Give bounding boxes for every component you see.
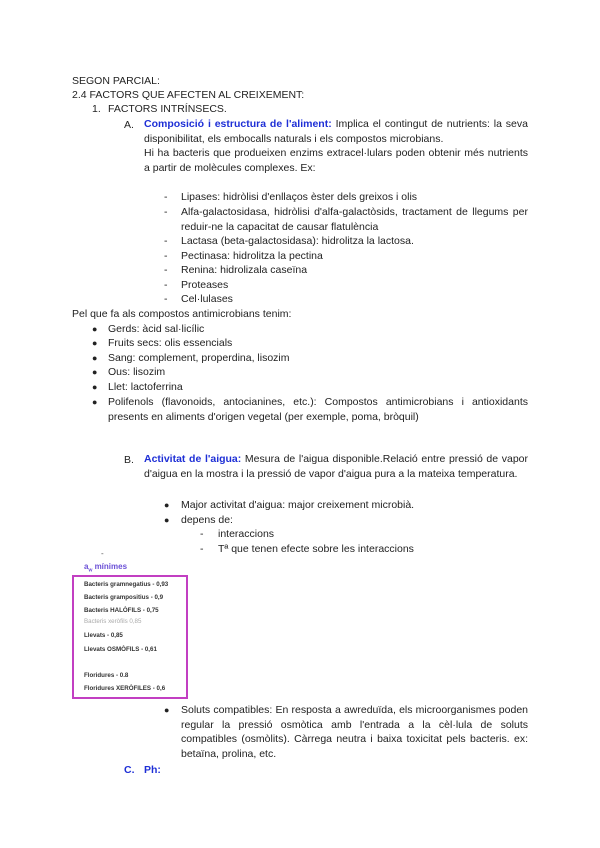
section-b-paragraph (144, 452, 528, 481)
section-b-letter: B. (124, 454, 134, 466)
bullet-marker: ● (92, 367, 98, 377)
antimicrobial-item: Ous: lisozim (108, 366, 166, 378)
antimicrobial-item: Gerds: àcid sal·licílic (108, 323, 205, 335)
section-heading: 2.4 FACTORS QUE AFECTEN AL CREIXEMENT: (72, 89, 305, 101)
dash-marker: - (164, 293, 168, 305)
bullet-marker: ● (92, 397, 98, 407)
bullet-marker: ● (164, 705, 170, 715)
depends-item: Tª que tenen efecte sobre les interaccions (218, 543, 414, 555)
enzyme-item: Proteases (181, 279, 229, 291)
bullet-marker: ● (92, 353, 98, 363)
section-b-title: Activitat de l'aigua: (144, 453, 242, 465)
subsection-number: 1. (92, 103, 101, 115)
enzyme-item: Lipases: hidròlisi d'enllaços èster dels greixos i olis (181, 191, 418, 203)
antimicrobials-intro: Pel que fa als compostos antimicrobians tenim: (72, 308, 292, 320)
dash-marker: - (164, 206, 168, 218)
document-title: SEGON PARCIAL: (72, 75, 160, 87)
dash-marker: - (200, 543, 204, 555)
enzyme-item: Alfa-galactosidasa, hidròlisi d'alfa-galactòsids, tractament de llegums per reduir-ne la capacitat de causar flatulència (181, 206, 528, 233)
solutes-paragraph: Soluts compatibles: En resposta a awreduïda, els microorganismes poden regular la pressió osmòtica amb l'entrada a la cèl·lula de soluts compatibles (osmòlits). Càrrega neutra i baixa toxicitat pels bacteris. ex: betaïna, prolina, etc. (181, 704, 528, 760)
aw-row: Bacteris grampositius - 0,9 (84, 594, 164, 601)
section-b-bullet: Major activitat d'aigua: major creixement microbià. (181, 499, 415, 511)
dash-marker: - (200, 528, 204, 540)
section-a-paragraph (144, 117, 528, 146)
dash-marker: - (164, 264, 168, 276)
aw-row: Floridures - 0.8 (84, 672, 129, 679)
subsection-title: FACTORS INTRÍNSECS. (108, 103, 227, 115)
antimicrobial-item: Llet: lactoferrina (108, 381, 183, 393)
bullet-marker: ● (164, 500, 170, 510)
aw-row: Llevats - 0,85 (84, 632, 123, 639)
antimicrobial-item: Polifenols (flavonoids, antocianines, etc.): Compostos antimicrobians i antioxidants presents en aliments d'origen vegetal (per exemple, poma, bròquil) (108, 396, 528, 423)
dash-marker: - (164, 235, 168, 247)
section-c-title: Ph: (144, 764, 161, 776)
section-a-text2: Hi ha bacteris que produeixen enzims extracel·lulars poden obtenir més nutrients a partir de molècules complexes. Ex: (144, 147, 528, 174)
bullet-marker: ● (164, 515, 170, 525)
enzyme-item: Cel·lulases (181, 293, 233, 305)
antimicrobial-item: Fruits secs: olis essencials (108, 337, 233, 349)
enzyme-item: Renina: hidrolizala caseïna (181, 264, 308, 276)
aw-row: Bacteris gramnegatius - 0,93 (84, 581, 169, 588)
aw-row: Bacteris HALÒFILS - 0,75 (84, 607, 159, 614)
bullet-marker: ● (92, 324, 98, 334)
bullet-marker: ● (92, 382, 98, 392)
section-a-letter: A. (124, 119, 134, 131)
aw-image-title: $a_w$ mínimes (84, 562, 128, 574)
dash-marker: - (164, 191, 168, 203)
enzyme-item: Lactasa (beta-galactosidasa): hidrolitza la lactosa. (181, 235, 414, 247)
aw-row: Floridures XERÒFILES - 0,6 (84, 685, 166, 692)
section-b-bullet: depens de: (181, 514, 233, 526)
aw-minimums-image (72, 575, 188, 699)
aw-row: Bacteris xeròfils 0,85 (84, 618, 142, 625)
aw-row: Llevats OSMÒFILS - 0,61 (84, 646, 157, 653)
section-a-text: Implica el contingut de nutrients: la seva disponibilitat, els embocalls naturals i els compostos microbians. (144, 118, 528, 145)
section-a-title: Composició i estructura de l'aliment: (144, 118, 332, 130)
section-c-letter: C. (124, 764, 135, 776)
depends-item: interaccions (218, 528, 275, 540)
dash-marker: - (164, 279, 168, 291)
section-b-text: Mesura de l'aigua disponible.Relació entre pressió de vapor d'aigua en la mostra i la pressió de vapor d'aigua pura a la mateixa temperatura. (144, 453, 528, 480)
antimicrobial-item: Sang: complement, properdina, lisozim (108, 352, 290, 364)
bullet-marker: ● (92, 338, 98, 348)
enzyme-item: Pectinasa: hidrolitza la pectina (181, 250, 323, 262)
dash-marker: - (164, 250, 168, 262)
dash-marker: - (101, 549, 104, 558)
